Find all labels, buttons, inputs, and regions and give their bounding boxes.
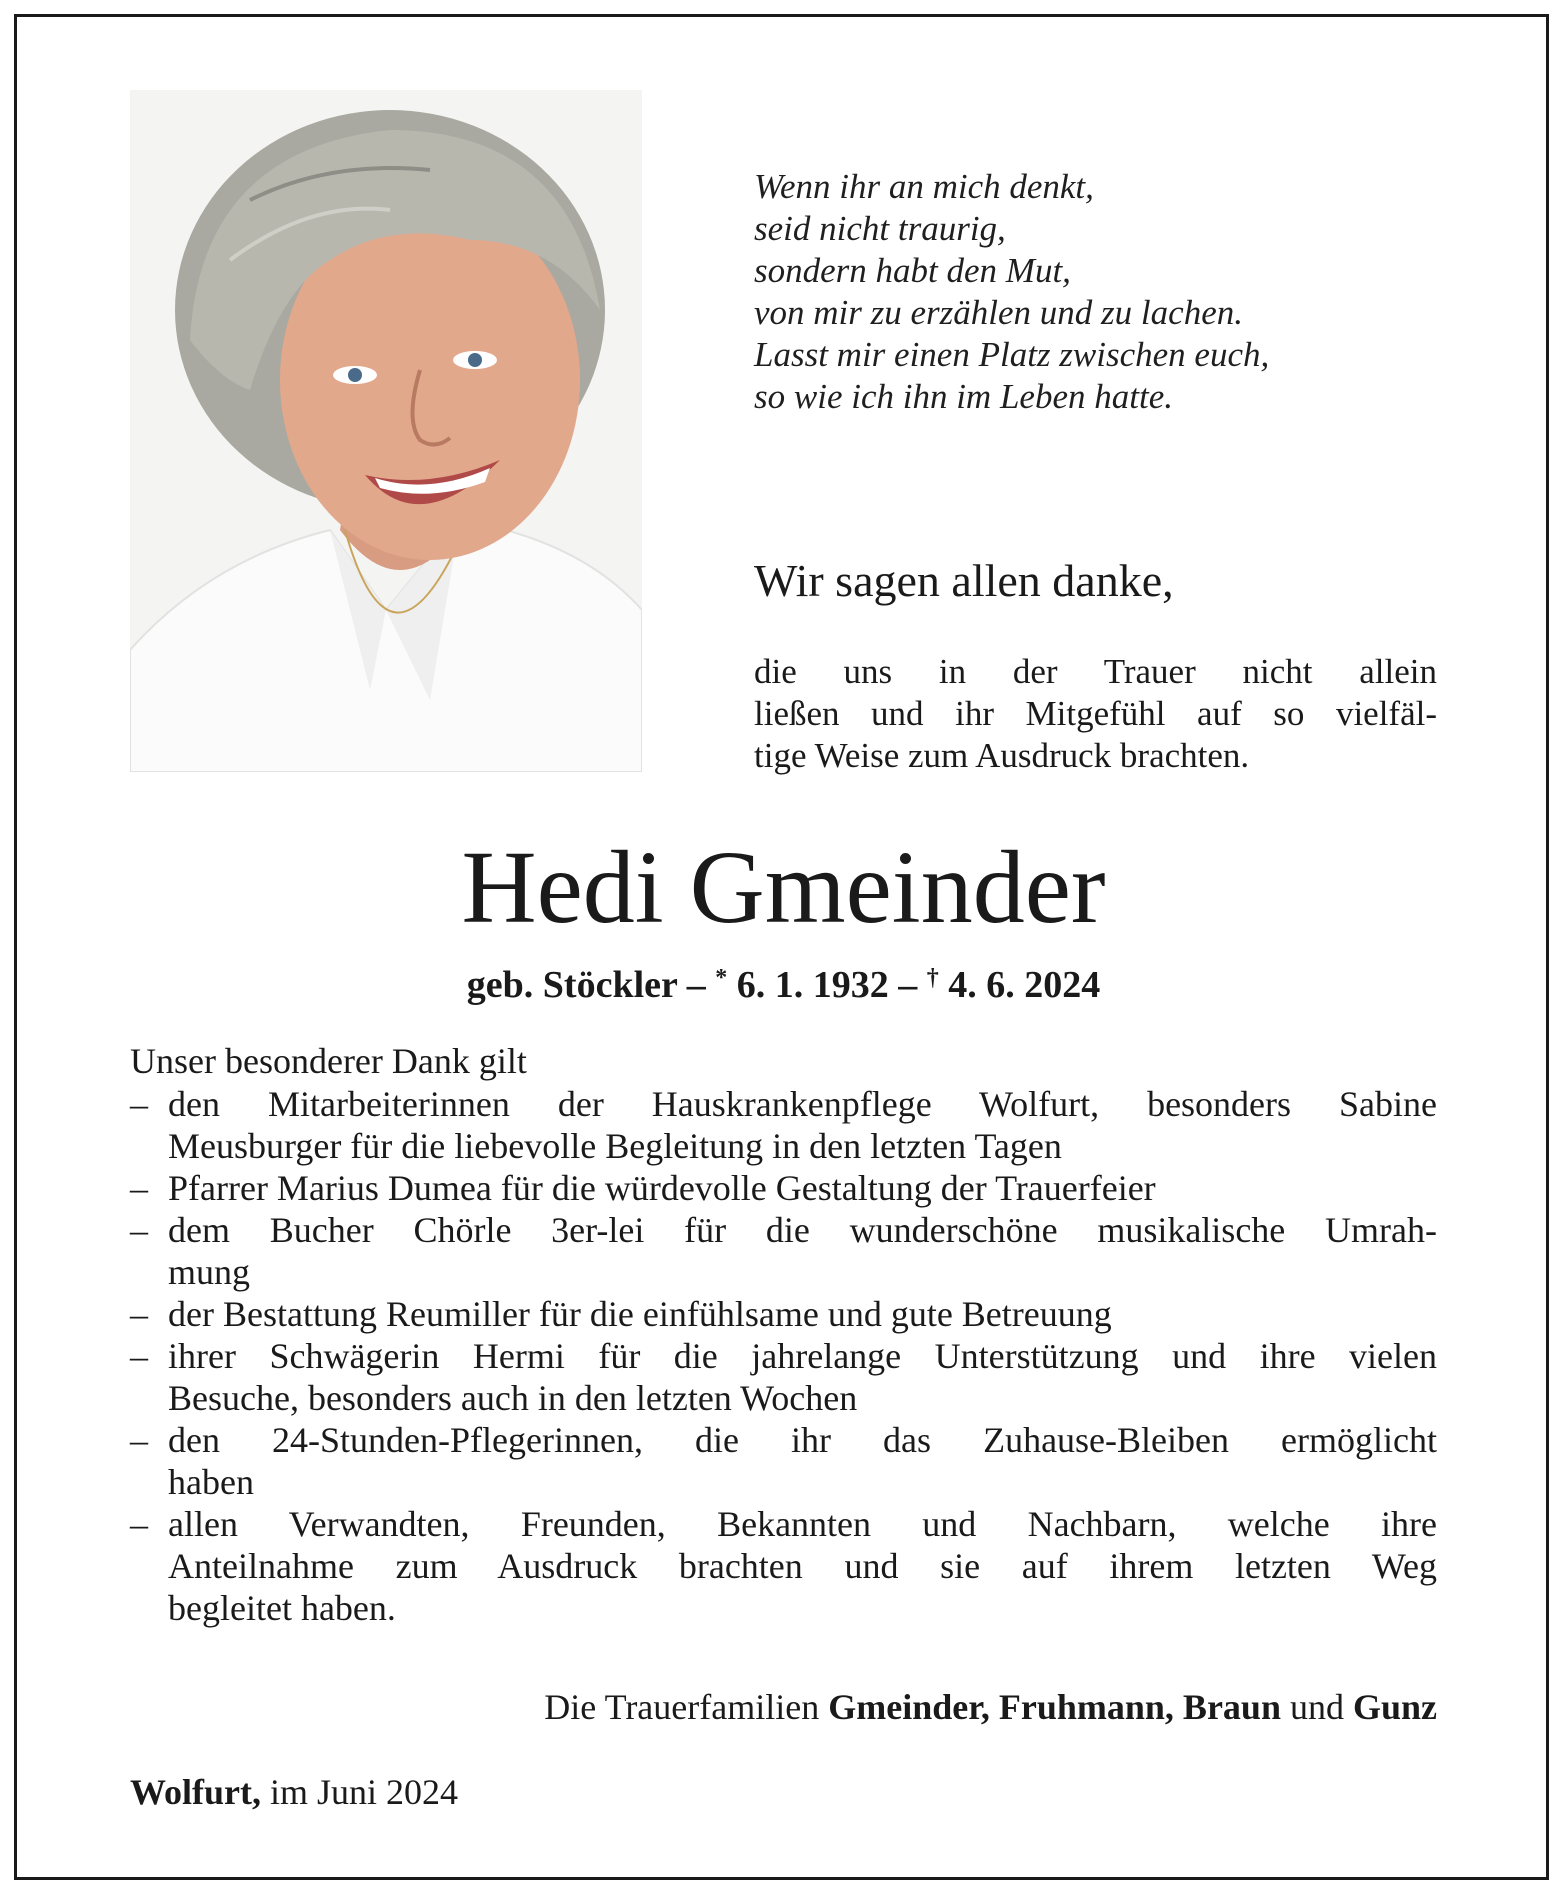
life-dates xyxy=(0,955,1567,1008)
list-item-line: Pfarrer Marius Dumea für die würdevolle Gestaltung der Trauerfeier xyxy=(168,1168,1156,1208)
list-item-line: den 24-Stunden-Pflegerinnen, die ihr das Zuhause-Bleiben ermöglicht xyxy=(168,1420,1437,1460)
memorial-poem xyxy=(754,166,1434,418)
list-item xyxy=(130,1209,1437,1293)
list-item-line: mung xyxy=(168,1252,251,1292)
birth-date: 6. 1. 1932 xyxy=(736,964,889,1006)
death-date: 4. 6. 2024 xyxy=(948,964,1101,1006)
list-item-line: Meusburger für die liebevolle Begleitung in den letzten Tagen xyxy=(168,1126,1062,1166)
signature-conjunction: und xyxy=(1289,1687,1344,1727)
list-item-line: haben xyxy=(168,1462,254,1502)
poem-line: Wenn ihr an mich denkt, xyxy=(754,167,1094,206)
family-names: Gmeinder, Fruhmann, Braun xyxy=(828,1687,1281,1727)
list-item-line: begleitet haben. xyxy=(168,1588,396,1628)
thanks-line: tige Weise zum Ausdruck brachten. xyxy=(754,736,1250,775)
list-item-line: Besuche, besonders auch in den letzten Wochen xyxy=(168,1378,858,1418)
list-item-line: dem Bucher Chörle 3er-lei für die wunderschöne musikalische Umrah- xyxy=(168,1210,1437,1250)
birth-symbol: * xyxy=(715,965,728,991)
list-bullet: – xyxy=(130,1210,148,1250)
list-item xyxy=(130,1293,1437,1335)
list-item xyxy=(130,1503,1437,1629)
poem-line: so wie ich ihn im Leben hatte. xyxy=(754,377,1173,416)
place-date xyxy=(130,1770,1030,1814)
separator: – xyxy=(686,964,706,1006)
acknowledgements-list xyxy=(130,1083,1437,1629)
list-item xyxy=(130,1419,1437,1503)
family-name-last: Gunz xyxy=(1352,1687,1437,1727)
thanks-line: die uns in der Trauer nicht allein xyxy=(754,652,1437,691)
thanks-line: ließen und ihr Mitgefühl auf so vielfäl- xyxy=(754,694,1437,733)
list-item xyxy=(130,1167,1437,1209)
list-item-line: der Bestattung Reumiller für die einfühlsame und gute Betreuung xyxy=(168,1294,1112,1334)
acknowledgements-intro: Unser besonderer Dank gilt xyxy=(130,1041,527,1081)
list-item-line: Anteilnahme zum Ausdruck brachten und sie auf ihrem letzten Weg xyxy=(168,1546,1437,1586)
list-bullet: – xyxy=(130,1420,148,1460)
signature-prefix: Die Trauerfamilien xyxy=(544,1687,820,1727)
list-bullet: – xyxy=(130,1294,148,1334)
portrait-photo xyxy=(130,90,642,772)
family-signature xyxy=(130,1685,1437,1729)
separator: – xyxy=(898,964,918,1006)
list-item-line: den Mitarbeiterinnen der Hauskrankenpflege Wolfurt, besonders Sabine xyxy=(168,1084,1437,1124)
place: Wolfurt, xyxy=(130,1772,261,1812)
list-item-line: allen Verwandten, Freunden, Bekannten und Nachbarn, welche ihre xyxy=(168,1504,1437,1544)
list-bullet: – xyxy=(130,1504,148,1544)
list-item-line: ihrer Schwägerin Hermi für die jahrelange Unterstützung und ihre vielen xyxy=(168,1336,1437,1376)
list-item xyxy=(130,1083,1437,1167)
thanks-body xyxy=(754,651,1437,777)
list-bullet: – xyxy=(130,1084,148,1124)
poem-line: sondern habt den Mut, xyxy=(754,251,1071,290)
deceased-name: Hedi Gmeinder xyxy=(461,830,1106,945)
list-bullet: – xyxy=(130,1168,148,1208)
thanks-heading: Wir sagen allen danke, xyxy=(754,555,1174,606)
birth-name: geb. Stöckler xyxy=(466,964,678,1006)
list-bullet: – xyxy=(130,1336,148,1376)
date: im Juni 2024 xyxy=(270,1772,459,1812)
poem-line: von mir zu erzählen und zu lachen. xyxy=(754,293,1243,332)
poem-line: Lasst mir einen Platz zwischen euch, xyxy=(754,335,1270,374)
list-item xyxy=(130,1335,1437,1419)
poem-line: seid nicht traurig, xyxy=(754,209,1006,248)
death-symbol: † xyxy=(926,965,939,991)
